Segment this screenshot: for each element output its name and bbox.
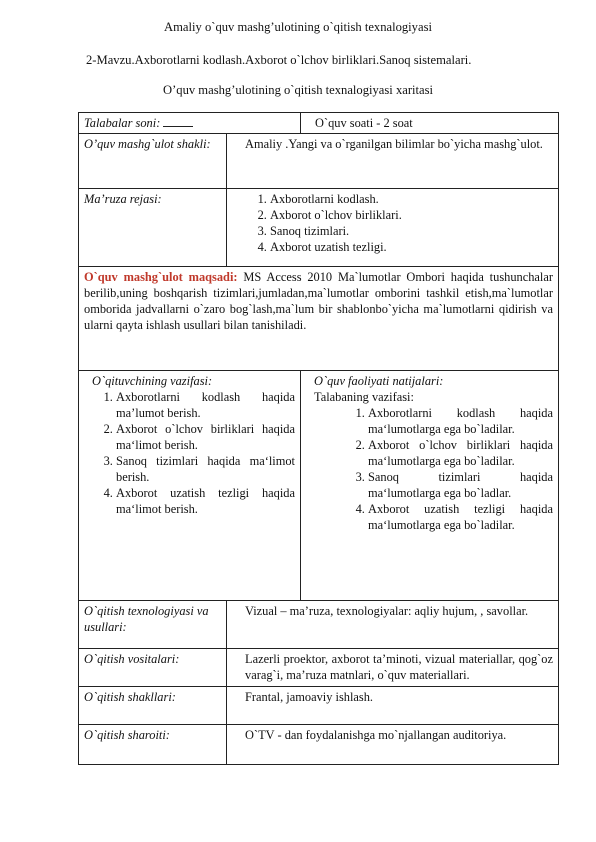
tools-value: Lazerli proektor, axborot ta’minoti, vizual materiallar, qog`oz varag`i, ma’ruza matnlari, o`quv materiallari. (227, 649, 559, 687)
students-count-label: Talabalar soni: (84, 116, 161, 130)
students-count-cell (79, 113, 301, 134)
tasks-row (79, 371, 559, 601)
students-count-blank (163, 116, 193, 127)
teacher-task-list (84, 389, 295, 517)
goal-label: O`quv mashg`ulot maqsadi: (84, 270, 238, 284)
forms-row (79, 687, 559, 725)
student-task-item: 1. Axborotlarni kodlash haqida ma‘lumotlarga ega bo`ladilar. (368, 405, 553, 437)
form-label: O’quv mashg`ulot shakli: (79, 134, 227, 189)
plan-list (232, 191, 553, 255)
methods-label: O`qitish texnologiyasi va usullari: (79, 601, 227, 649)
student-task-item: 3. Sanoq tizimlari haqida ma‘lumotlarga ega bo`ladlar. (368, 469, 553, 501)
student-task-label: Talabaning vazifasi: (314, 390, 414, 404)
teacher-task-item: 3. Sanoq tizimlari haqida ma‘limot berish. (116, 453, 295, 485)
form-row (79, 134, 559, 189)
technology-map-table (78, 112, 559, 765)
student-results-cell (301, 371, 559, 601)
document-title: Amaliy o`quv mashg’ulotining o`qitish texnalogiyasi (164, 20, 432, 34)
conditions-label: O`qitish sharoiti: (79, 725, 227, 765)
student-task-item: 2. Axborot o`lchov birliklari haqida ma‘lumotlarga ega bo`ladilar. (368, 437, 553, 469)
student-task-list (306, 405, 553, 533)
conditions-value: O`TV - dan foydalanishga mo`njallangan auditoriya. (227, 725, 559, 765)
plan-item: 4. Axborot uzatish tezligi. (270, 239, 553, 255)
goal-row (79, 267, 559, 371)
goal-cell (79, 267, 559, 371)
plan-item: 1. Axborotlarni kodlash. (270, 191, 553, 207)
topic-line: 2-Mavzu.Axborotlarni kodlash.Axborot o`lchov birliklari.Sanoq sistemalari. (86, 53, 472, 67)
hours-label: O`quv soati - 2 soat (315, 116, 413, 130)
forms-value: Frantal, jamoaviy ishlash. (227, 687, 559, 725)
methods-value: Vizual – ma’ruza, texnologiyalar: aqliy hujum, , savollar. (227, 601, 559, 649)
tools-label: O`qitish vositalari: (79, 649, 227, 687)
plan-item: 3. Sanoq tizimlari. (270, 223, 553, 239)
form-value: Amaliy .Yangi va o`rganilgan bilimlar bo`yicha mashg`ulot. (227, 134, 559, 189)
plan-cell (227, 189, 559, 267)
teacher-task-item: 2. Axborot o`lchov birliklari haqida ma‘limot berish. (116, 421, 295, 453)
teacher-task-item: 1. Axborotlarni kodlash haqida ma’lumot berish. (116, 389, 295, 421)
tools-row (79, 649, 559, 687)
goal-text: MS Access 2010 Ma`lumotlar Ombori haqida tushunchalar berilib,uning boshqarish tizimlari,jumladan,ma`lumotlar omborini tashkil etish,ma`lumotlar omborida jadvallarni o`zaro bog`lash,ma`lum bir shablonbo`yicha ma`lumotlarni qidirish va ularni qayta ishlash usullari bilan tanishiladi. (84, 270, 553, 332)
teacher-task-cell (79, 371, 301, 601)
student-task-item: 4. Axborot uzatish tezligi haqida ma‘lumotlarga ega bo`ladilar. (368, 501, 553, 533)
conditions-row (79, 725, 559, 765)
plan-row (79, 189, 559, 267)
results-label: O`quv faoliyati natijalari: (314, 374, 444, 388)
plan-item: 2. Axborot o`lchov birliklari. (270, 207, 553, 223)
students-hours-row (79, 113, 559, 134)
hours-cell (301, 113, 559, 134)
map-title: O’quv mashg’ulotining o`qitish texnalogiyasi xaritasi (162, 83, 434, 97)
teacher-task-label: O`qituvchining vazifasi: (92, 374, 213, 388)
methods-row (79, 601, 559, 649)
plan-label: Ma’ruza rejasi: (79, 189, 227, 267)
teacher-task-item: 4. Axborot uzatish tezligi haqida ma‘limot berish. (116, 485, 295, 517)
forms-label: O`qitish shakllari: (79, 687, 227, 725)
